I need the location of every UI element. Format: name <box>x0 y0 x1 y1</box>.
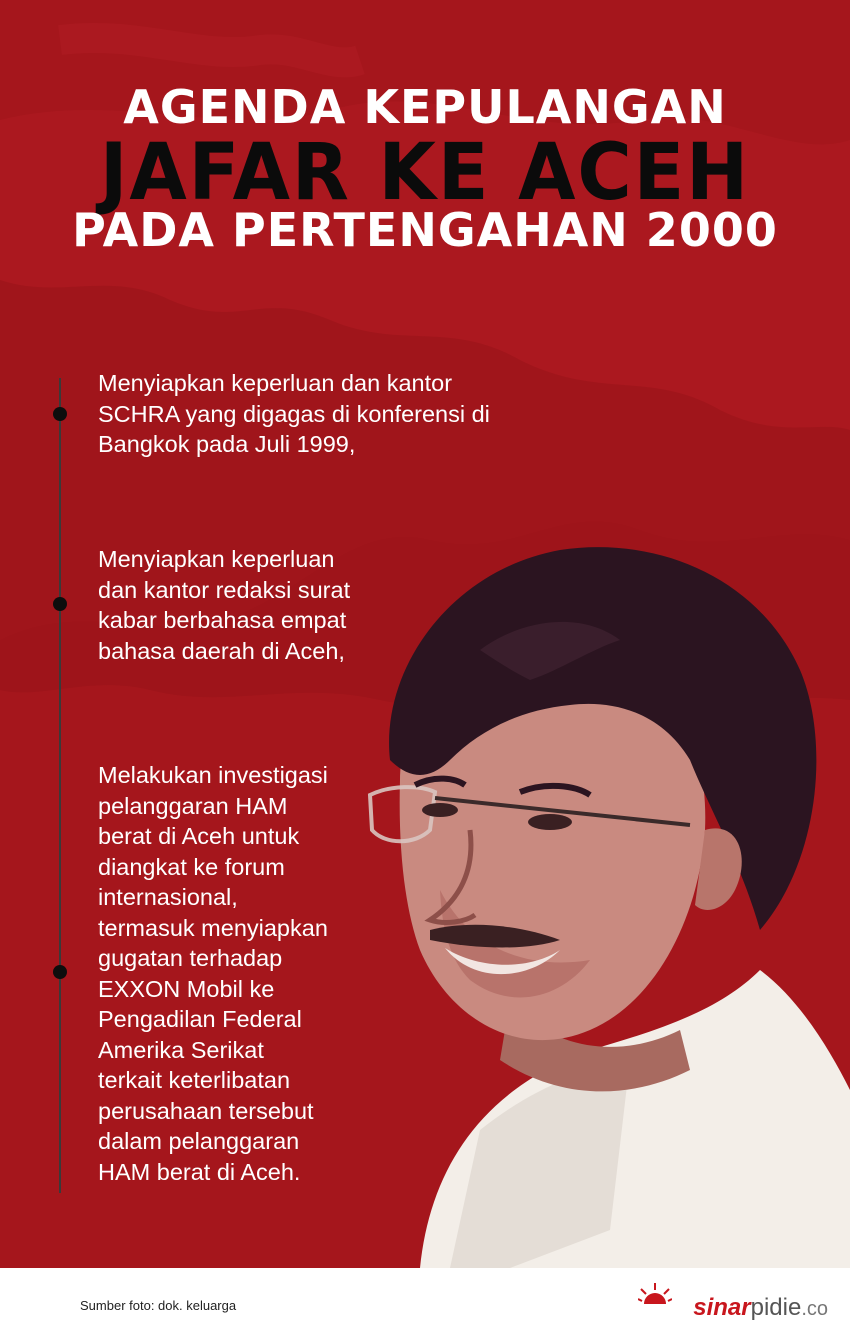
portrait-photo <box>360 530 850 1268</box>
agenda-point-2: Menyiapkan keperluan dan kantor redaksi surat kabar berbahasa empat bahasa daerah di Aceh, <box>98 546 351 664</box>
timeline-dot-2 <box>53 597 67 611</box>
title-line-2: JAFAR KE ACEH <box>99 128 751 218</box>
brand-domain: .co <box>801 1298 828 1320</box>
sun-icon <box>638 1282 672 1308</box>
timeline-dot-3 <box>53 965 67 979</box>
title-line-3: PADA PERTENGAHAN 2000 <box>72 203 778 257</box>
timeline-dot-1 <box>53 407 67 421</box>
title-line-1: AGENDA KEPULANGAN <box>123 80 727 134</box>
footer <box>0 1268 850 1336</box>
brand-wordmark <box>693 1294 828 1322</box>
agenda-point-3: Melakukan investigasi pelanggaran HAM berat di Aceh untuk diangkat ke forum internasional, termasuk menyiapkan gugatan terhadap EXXON Mobil ke Pengadilan Federal Amerika Serikat terkait keterlibatan perusahaan tersebut dalam pelanggaran HAM berat di Aceh. <box>98 762 328 1185</box>
brand-logo[interactable] <box>618 1282 828 1326</box>
brand-name-part-2: pidie <box>750 1294 802 1321</box>
brand-name-part-1: sinar <box>693 1294 751 1321</box>
photo-credit: Sumber foto: dok. keluarga <box>80 1298 237 1313</box>
timeline-line <box>59 378 61 1193</box>
agenda-point-1: Menyiapkan keperluan dan kantor SCHRA yang digagas di konferensi di Bangkok pada Juli 1999, <box>98 370 490 457</box>
